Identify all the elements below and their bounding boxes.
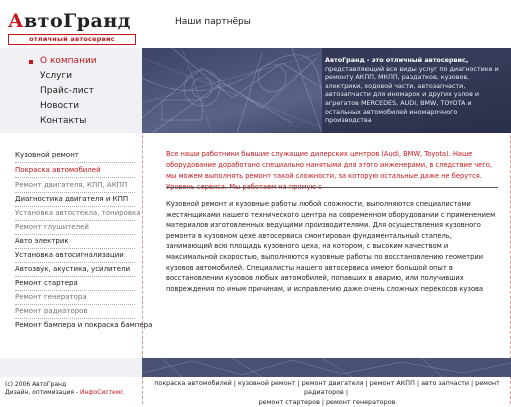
- sidebar-item-painting[interactable]: Покраска автомобилей: [15, 166, 101, 174]
- nav-item-services[interactable]: Услуги: [40, 71, 73, 81]
- content-divider: [166, 187, 498, 188]
- divider-line: [15, 290, 135, 291]
- link-separator: |: [297, 379, 300, 387]
- footer-link-akpp-repair[interactable]: ремонт АКПП: [369, 379, 415, 387]
- link-separator: |: [233, 379, 236, 387]
- link-separator: |: [416, 379, 420, 387]
- link-separator: |: [345, 388, 348, 397]
- divider-line: [15, 220, 135, 221]
- nav-item-contacts[interactable]: Контакты: [40, 116, 87, 126]
- logo-first-letter: А: [8, 10, 24, 32]
- divider-line: [15, 162, 135, 163]
- footer-link-painting[interactable]: покраска автомобилей: [154, 379, 232, 387]
- main-nav: [0, 48, 142, 133]
- divider-line: [15, 192, 135, 193]
- footer-link-generators[interactable]: ремонт генераторов: [326, 397, 396, 406]
- nav-item-news[interactable]: Новости: [40, 101, 80, 111]
- divider-line: [15, 248, 135, 249]
- footer-link-starters[interactable]: ремонт стартеров: [258, 397, 320, 406]
- footer-link-engine-repair[interactable]: ремонт двигателя: [301, 379, 364, 387]
- body-paragraph: Кузовной ремонт и кузовные работы любой сложности, выполняются специалистами жестянщиками нашего технического центра на современном оборудовании с применением материалов изготовленных ведущими производителями. Для осуществления кузовного ремонта в кузовном цехе автосервиса смонтирован фундаментальный стапель, занимающий всю площадь кузовного цеха, на котором, с высоким качеством и максимальной скоростью, выполняются кузовные работы по восстановлению геометрии кузовов автомобилей. Специалисты нашего автосервиса имеют большой опыт в восстановлении кузовов любых автомобилей, попавших в аварию, или получивших повреждения по иным причинам, и исправлению даже очень сложных перекосов кузова: [166, 200, 496, 293]
- divider-line: [15, 262, 135, 263]
- footer-link-body-repair[interactable]: кузовной ремонт: [237, 379, 296, 387]
- site-header: [0, 0, 511, 48]
- footer-links: [143, 379, 511, 407]
- sidebar-item-electrician[interactable]: Авто электрик: [15, 237, 69, 245]
- banner-text: представляющий все виды услуг по диагностике и ремонту АКПП, МКПП, раздатков, кузовов, электрики, ходовой части, автозапчасти, автозапчасти для иномарок и других узлов и агрегатов MERCEDES, AUDI, BMW, TOYOTA и остальных автомобилей иномарочного производства: [325, 64, 499, 125]
- sidebar-item-radiators[interactable]: Ремонт радиаторов: [15, 307, 88, 315]
- design-credit-label: Дизайн, оптимизация -: [5, 389, 80, 396]
- sidebar-item-bumper[interactable]: Ремонт бампера и покраска бампера: [15, 321, 153, 329]
- sidebar-item-audio[interactable]: Автозвук, акустика, усилители: [15, 265, 131, 273]
- divider-line: [15, 318, 135, 319]
- footer-link-auto-parts[interactable]: авто запчасти: [421, 379, 469, 387]
- sidebar-item-glass-tinting[interactable]: Установка автостекла, тонировка: [15, 209, 141, 217]
- banner-description: [325, 56, 505, 125]
- sidebar-item-engine-repair[interactable]: Ремонт двигателя, КПП, АКПП: [15, 181, 128, 189]
- sidebar-item-starter[interactable]: Ремонт стартера: [15, 279, 78, 287]
- banner-lead: АвтоГранд - это отличный автосервис,: [325, 56, 469, 64]
- engine-blueprint-image: [142, 358, 511, 377]
- link-separator: |: [470, 379, 474, 387]
- logo-text: [8, 10, 131, 32]
- highlight-paragraph: Все наши работники бывшие служащие дилерских центров (Audi, BMW, Toyota). Наше оборудование доработано специально нанятыми для этого инженерами, в следствие чего, мы можем выполнять ремонт такой сложности, за которую остальные даже не берутся. Уровень сервиса. Мы работаем на прямую с: [166, 150, 493, 191]
- divider-line: [15, 276, 135, 277]
- link-separator: |: [365, 379, 368, 387]
- sidebar-item-generator[interactable]: Ремонт генератора: [15, 293, 87, 301]
- copyright: [5, 381, 124, 397]
- active-bullet-icon: [29, 60, 33, 64]
- header-banner: [0, 48, 511, 133]
- divider-line: [15, 304, 135, 305]
- sidebar-item-mufflers[interactable]: Ремонт глушителей: [15, 223, 89, 231]
- nav-item-about[interactable]: О компании: [40, 56, 97, 66]
- footer-banner: [0, 358, 511, 377]
- partners-link[interactable]: Наши партнёры: [175, 17, 251, 27]
- footer-left-panel: [0, 358, 142, 377]
- logo[interactable]: [8, 10, 136, 44]
- divider-line: [15, 206, 135, 207]
- divider-line: [15, 177, 135, 178]
- design-credit-link[interactable]: ИнфоСистемс: [79, 389, 124, 396]
- logo-rest: втоГранд: [23, 10, 131, 32]
- nav-item-prices[interactable]: Прайс-лист: [40, 86, 94, 96]
- logo-tagline: отличный автосервис: [8, 34, 136, 45]
- link-separator: |: [321, 397, 324, 406]
- design-credit: [5, 389, 124, 397]
- sidebar-item-body-repair[interactable]: Кузовной ремонт: [15, 151, 79, 159]
- divider-line: [15, 234, 135, 235]
- sidebar-item-alarms[interactable]: Установка автосигнализации: [15, 251, 124, 259]
- copyright-text: (c) 2006 АвтоГранд: [5, 381, 67, 388]
- sidebar-item-diagnostics[interactable]: Диагностика двигателя и КПП: [15, 195, 129, 203]
- footer-link-radiators[interactable]: ремонт радиаторов: [304, 379, 500, 397]
